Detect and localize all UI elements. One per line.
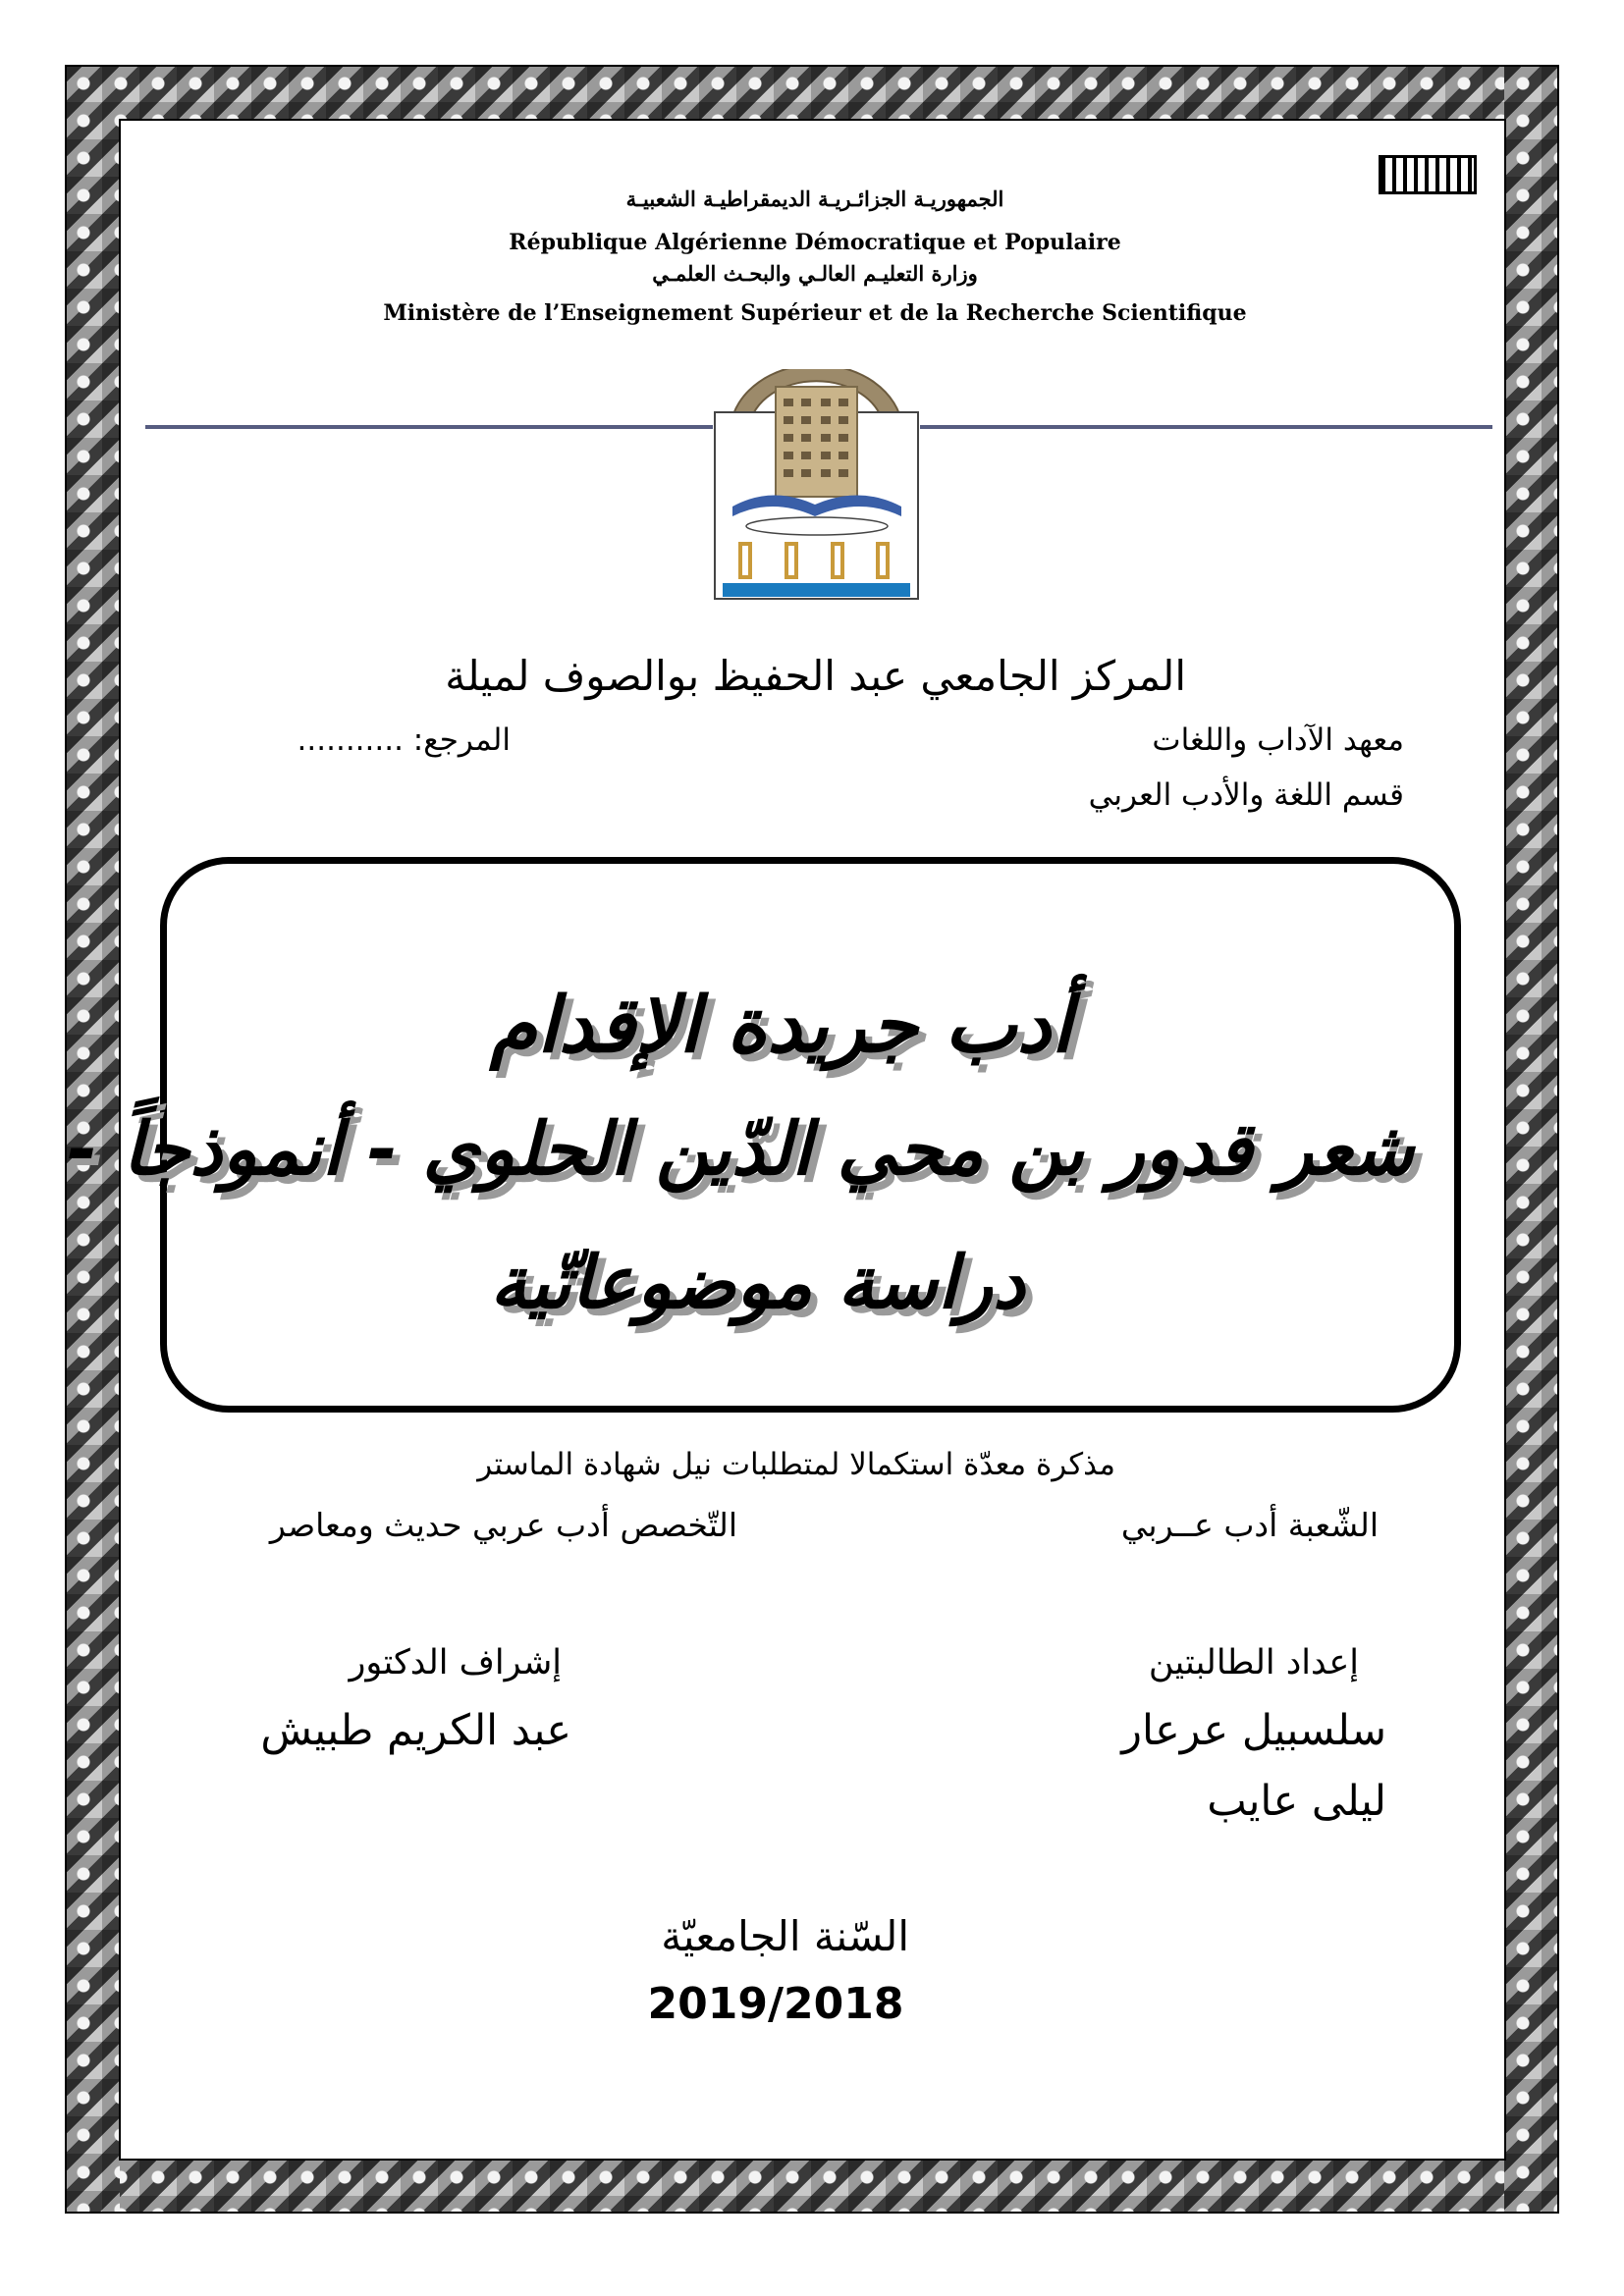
- prepared-by-label: إعداد الطالبتين: [1148, 1643, 1359, 1682]
- reference-field: المرجع: ...........: [297, 722, 511, 758]
- student-name-2: ليلى عايب: [1207, 1777, 1386, 1826]
- university-center-name: المركز الجامعي عبد الحفيظ بوالصوف لميلة: [445, 652, 1186, 700]
- republic-french: République Algérienne Démocratique et Populaire: [509, 230, 1121, 255]
- memo-purpose: مذكرة معدّة استكمالا لمتطلبات نيل شهادة الماستر: [477, 1447, 1115, 1482]
- thesis-title-line-2: شعر قدور بن محي الدّين الحلوي - أنموذجاً -: [67, 1107, 1414, 1192]
- specialty-label: التّخصص أدب عربي حديث ومعاصر: [269, 1506, 737, 1544]
- student-name-1: سلسبيل عرعار: [1121, 1706, 1386, 1755]
- branch-label: الشّعبة أدب عــربي: [1120, 1506, 1379, 1544]
- thesis-title-line-3: دراسة موضوعاتّية: [490, 1241, 1025, 1325]
- university-logo: [713, 369, 920, 601]
- ministry-arabic: وزارة التعليـم العالـي والبحـث العلمـي: [652, 261, 978, 286]
- header-rule-right: [920, 425, 1492, 429]
- header-rule-left: [145, 425, 713, 429]
- institute-name: معهد الآداب واللغات: [1152, 722, 1404, 758]
- academic-year-label: السّنة الجامعيّة: [661, 1912, 909, 1960]
- supervisor-label: إشراف الدكتور: [349, 1643, 562, 1682]
- republic-arabic: الجمهوريـة الجزائـريـة الديمقراطيـة الشعبيـة: [625, 187, 1004, 211]
- ministry-french: Ministère de l’Enseignement Supérieur et de la Recherche Scientifique: [383, 300, 1247, 326]
- thesis-title-line-1: أدب جريدة الإقدام: [489, 982, 1072, 1070]
- barcode-icon: [1379, 155, 1477, 194]
- supervisor-name: عبد الكريم طبيش: [260, 1706, 571, 1755]
- department-name: قسم اللغة والأدب العربي: [1088, 777, 1404, 813]
- academic-year-value: 2019/2018: [647, 1979, 904, 2029]
